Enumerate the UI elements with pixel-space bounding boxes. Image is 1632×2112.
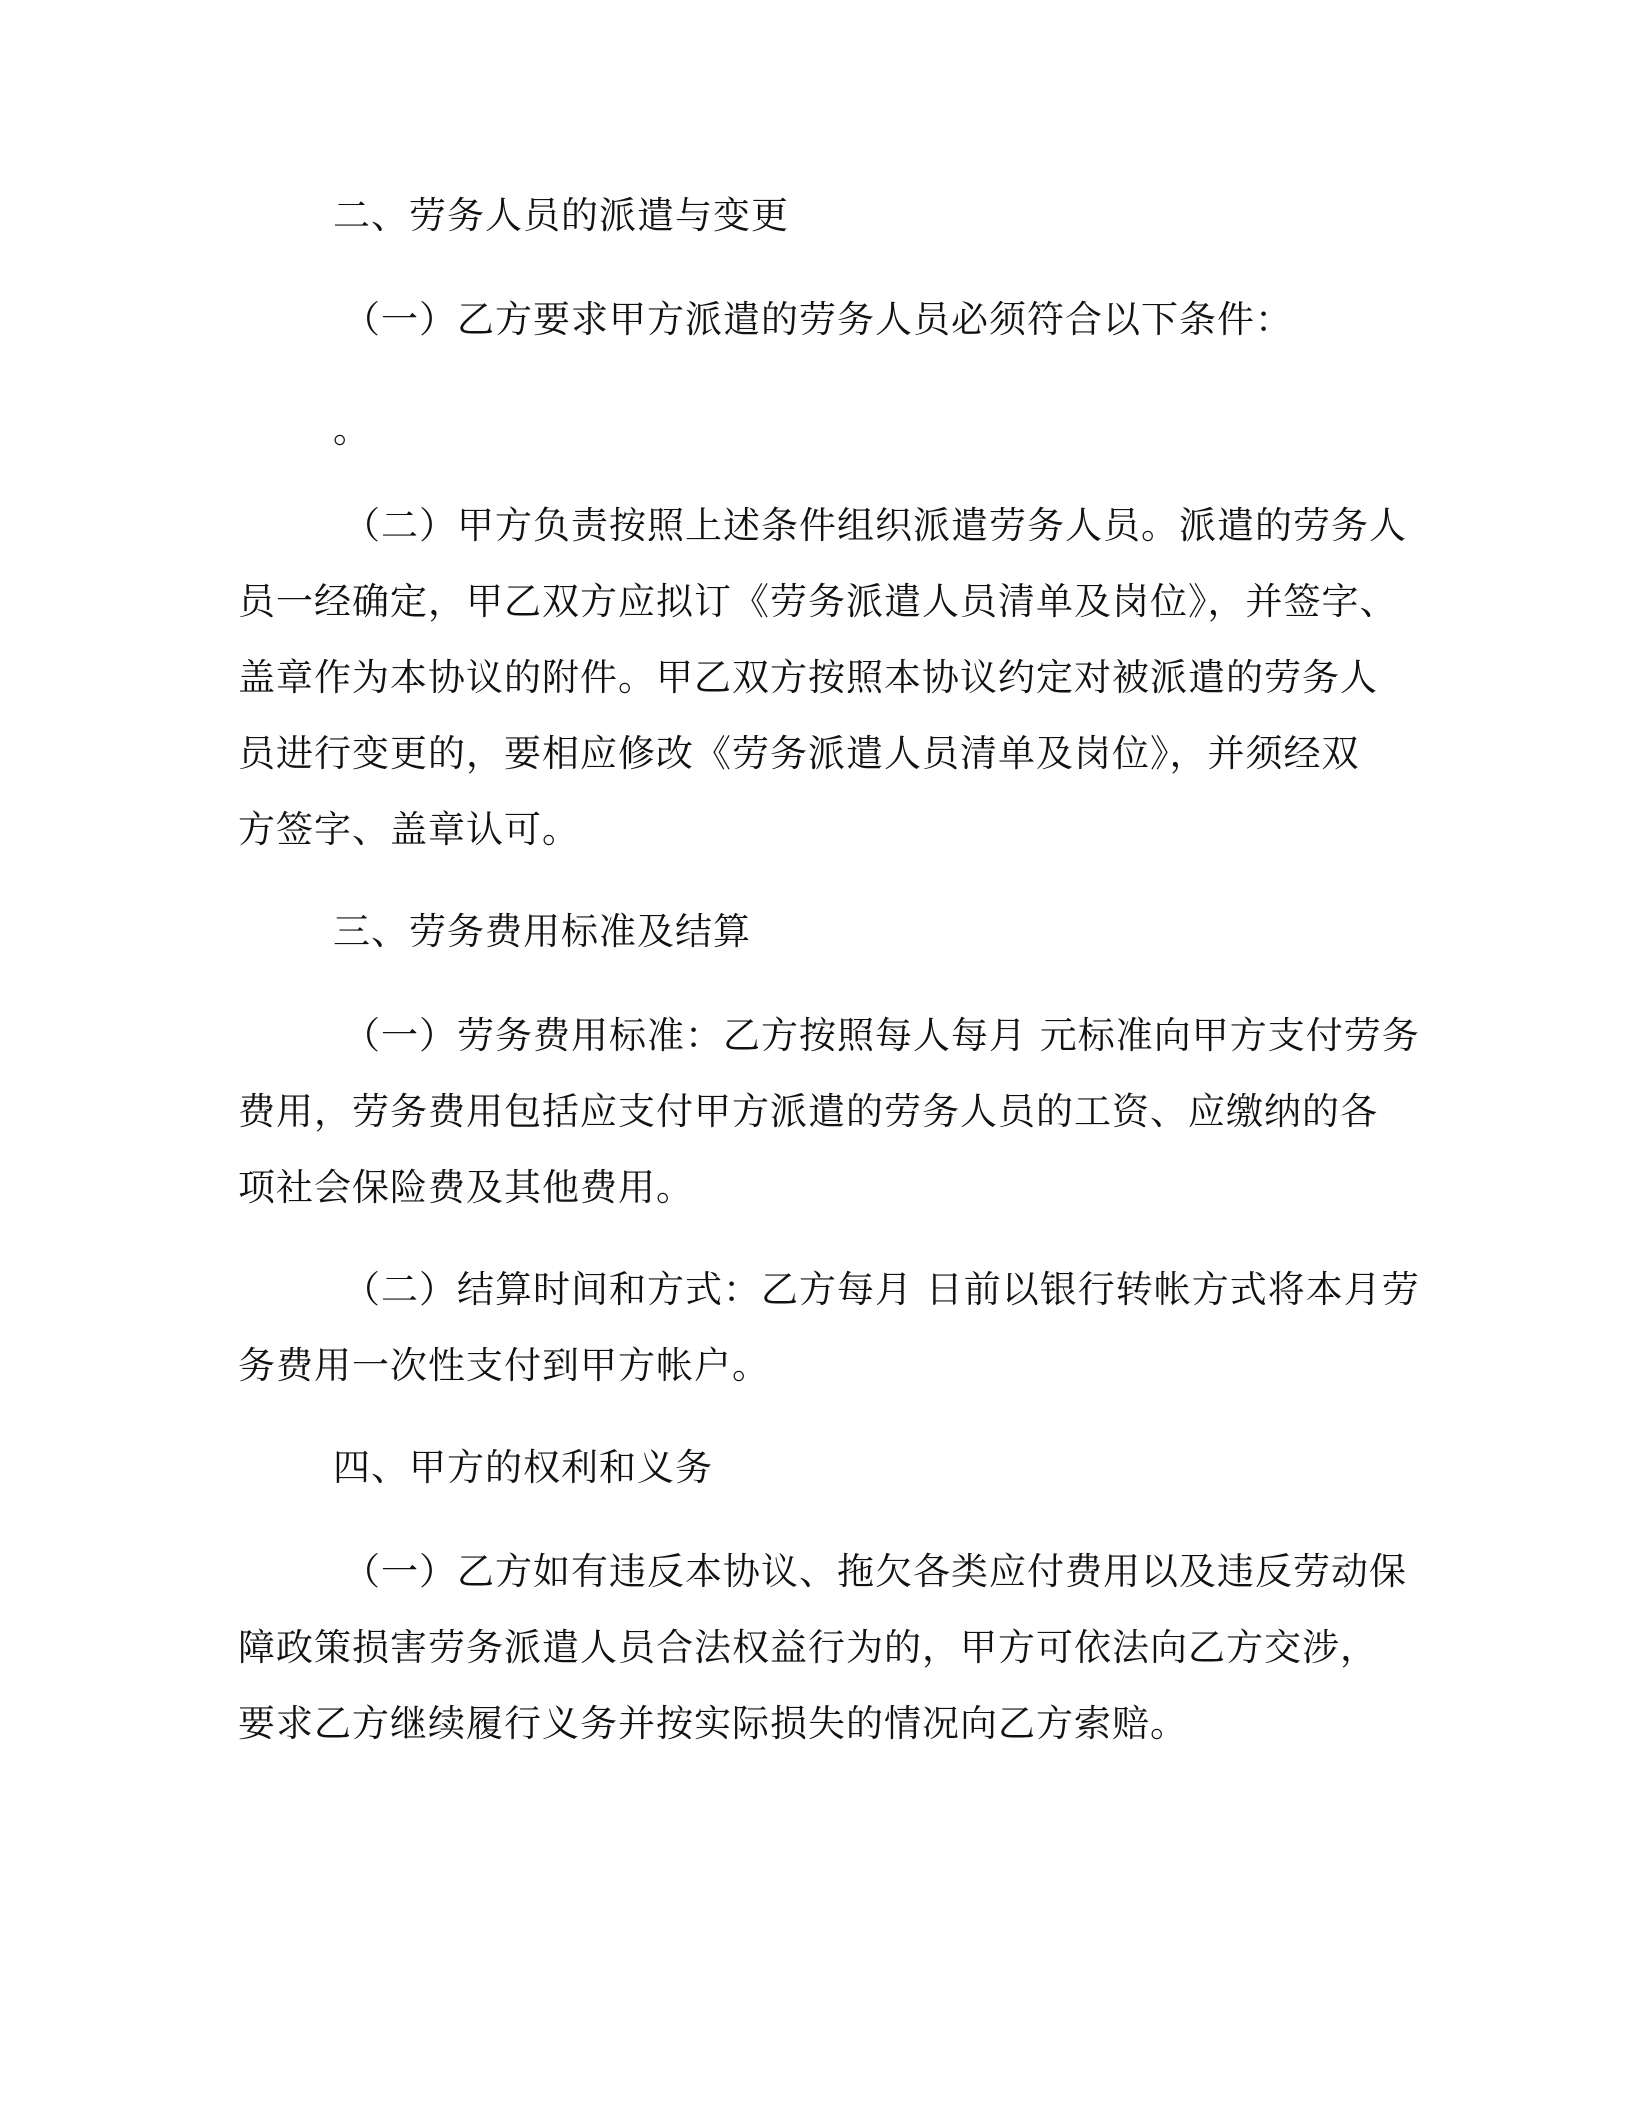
paragraph-2-2-line-5: 方签字、盖章认可。: [238, 808, 580, 851]
paragraph-4-1-line-1: （一）乙方如有违反本协议、拖欠各类应付费用以及违反劳动保: [343, 1550, 1407, 1593]
paragraph-2-2-line-1: （二）甲方负责按照上述条件组织派遣劳务人员。派遣的劳务人: [343, 504, 1407, 547]
heading-section-4: 四、甲方的权利和义务: [333, 1446, 713, 1489]
paragraph-3-2-line-2: 务费用一次性支付到甲方帐户。: [238, 1344, 770, 1387]
paragraph-2-2-line-2: 员一经确定，甲乙双方应拟订《劳务派遣人员清单及岗位》，并签字、: [238, 580, 1398, 623]
paragraph-3-1-line-2: 费用，劳务费用包括应支付甲方派遣的劳务人员的工资、应缴纳的各: [238, 1090, 1378, 1133]
paragraph-2-1-line-1: （一）乙方要求甲方派遣的劳务人员必须符合以下条件：: [343, 298, 1293, 341]
paragraph-2-2-line-3: 盖章作为本协议的附件。甲乙双方按照本协议约定对被派遣的劳务人: [238, 656, 1378, 699]
paragraph-3-2-line-1: （二）结算时间和方式：乙方每月 日前以银行转帐方式将本月劳: [343, 1268, 1420, 1311]
paragraph-2-2-line-4: 员进行变更的，要相应修改《劳务派遣人员清单及岗位》，并须经双: [238, 732, 1360, 775]
heading-section-2: 二、劳务人员的派遣与变更: [333, 194, 789, 237]
heading-section-3: 三、劳务费用标准及结算: [333, 910, 751, 953]
paragraph-4-1-line-2: 障政策损害劳务派遣人员合法权益行为的，甲方可依法向乙方交涉，: [238, 1626, 1378, 1669]
paragraph-3-1-line-1: （一）劳务费用标准：乙方按照每人每月 元标准向甲方支付劳务: [343, 1014, 1420, 1057]
paragraph-3-1-line-3: 项社会保险费及其他费用。: [238, 1166, 694, 1209]
paragraph-4-1-line-3: 要求乙方继续履行义务并按实际损失的情况向乙方索赔。: [238, 1702, 1188, 1745]
paragraph-2-1-line-2: 。: [333, 408, 371, 451]
